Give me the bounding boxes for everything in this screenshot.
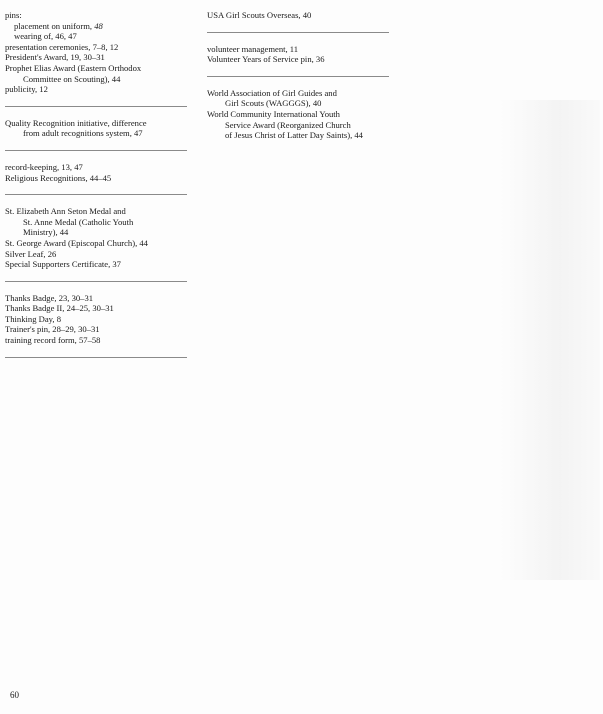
index-column-right bbox=[207, 10, 389, 141]
index-group-p bbox=[5, 10, 187, 95]
index-entry-st-george: St. George Award (Episcopal Church), 44 bbox=[5, 237, 148, 248]
index-entry-volunteer-management: volunteer management, 11 bbox=[207, 43, 299, 54]
index-entry-religious: Religious Recognitions, 44–45 bbox=[5, 172, 112, 183]
index-entry-prophet-elias: Prophet Elias Award (Eastern Orthodox bbox=[5, 62, 142, 73]
index-entry-world-community: World Community International Youth bbox=[207, 108, 340, 119]
index-entry-thinking-day: Thinking Day, 8 bbox=[5, 313, 62, 324]
index-group-r bbox=[5, 162, 187, 183]
index-group-u bbox=[207, 10, 389, 21]
index-entry-quality-cont: from adult recognitions system, 47 bbox=[23, 128, 143, 139]
section-divider bbox=[5, 357, 187, 358]
index-group-s bbox=[5, 206, 187, 270]
index-entry-pins: pins: bbox=[5, 10, 22, 20]
index-entry-quality: Quality Recognition initiative, difference bbox=[5, 117, 147, 128]
index-entry-seton-cont2: Ministry), 44 bbox=[23, 227, 69, 238]
index-entry-usa-overseas: USA Girl Scouts Overseas, 40 bbox=[207, 10, 312, 20]
section-divider bbox=[207, 76, 389, 77]
index-entry-seton: St. Elizabeth Ann Seton Medal and bbox=[5, 206, 126, 217]
index-entry-training-record: training record form, 57–58 bbox=[5, 335, 101, 346]
index-entry-wagggs: World Association of Girl Guides and bbox=[207, 87, 337, 98]
index-entry-thanks-badge-ii: Thanks Badge II, 24–25, 30–31 bbox=[5, 303, 114, 314]
index-entry-seton-cont1: St. Anne Medal (Catholic Youth bbox=[23, 216, 134, 227]
section-divider bbox=[5, 194, 187, 195]
index-entry-special-supporters: Special Supporters Certificate, 37 bbox=[5, 259, 121, 270]
index-entry-volunteer-years: Volunteer Years of Service pin, 36 bbox=[207, 54, 325, 65]
index-entry-world-community-cont2: of Jesus Christ of Latter Day Saints), 44 bbox=[225, 130, 363, 141]
section-divider bbox=[5, 106, 187, 107]
index-entry-thanks-badge: Thanks Badge, 23, 30–31 bbox=[5, 292, 94, 303]
section-divider bbox=[5, 281, 187, 282]
index-group-v bbox=[207, 44, 389, 65]
index-entry-publicity: publicity, 12 bbox=[5, 84, 48, 95]
index-subentry-placement: placement on uniform, 48 bbox=[14, 20, 103, 31]
index-entry-record-keeping: record-keeping, 13, 47 bbox=[5, 161, 83, 172]
index-entry-world-community-cont1: Service Award (Reorganized Church bbox=[225, 119, 351, 130]
index-subentry-wearing: wearing of, 46, 47 bbox=[14, 31, 77, 42]
index-column-left bbox=[5, 10, 187, 369]
index-page-italic: 48 bbox=[94, 20, 103, 31]
index-entry-silver-leaf: Silver Leaf, 26 bbox=[5, 248, 57, 259]
page-number: 60 bbox=[10, 690, 19, 700]
index-entry-prophet-elias-cont: Committee on Scouting), 44 bbox=[23, 73, 121, 84]
section-divider bbox=[5, 150, 187, 151]
index-entry-presidents-award: President's Award, 19, 30–31 bbox=[5, 52, 105, 63]
section-divider bbox=[207, 32, 389, 33]
index-entry-wagggs-cont: Girl Scouts (WAGGGS), 40 bbox=[225, 98, 322, 109]
bleed-through-shadow bbox=[500, 100, 600, 580]
index-entry-presentation: presentation ceremonies, 7–8, 12 bbox=[5, 41, 119, 52]
index-group-t bbox=[5, 293, 187, 346]
index-group-w bbox=[207, 88, 389, 141]
index-entry-trainers-pin: Trainer's pin, 28–29, 30–31 bbox=[5, 324, 100, 335]
index-group-q bbox=[5, 118, 187, 139]
